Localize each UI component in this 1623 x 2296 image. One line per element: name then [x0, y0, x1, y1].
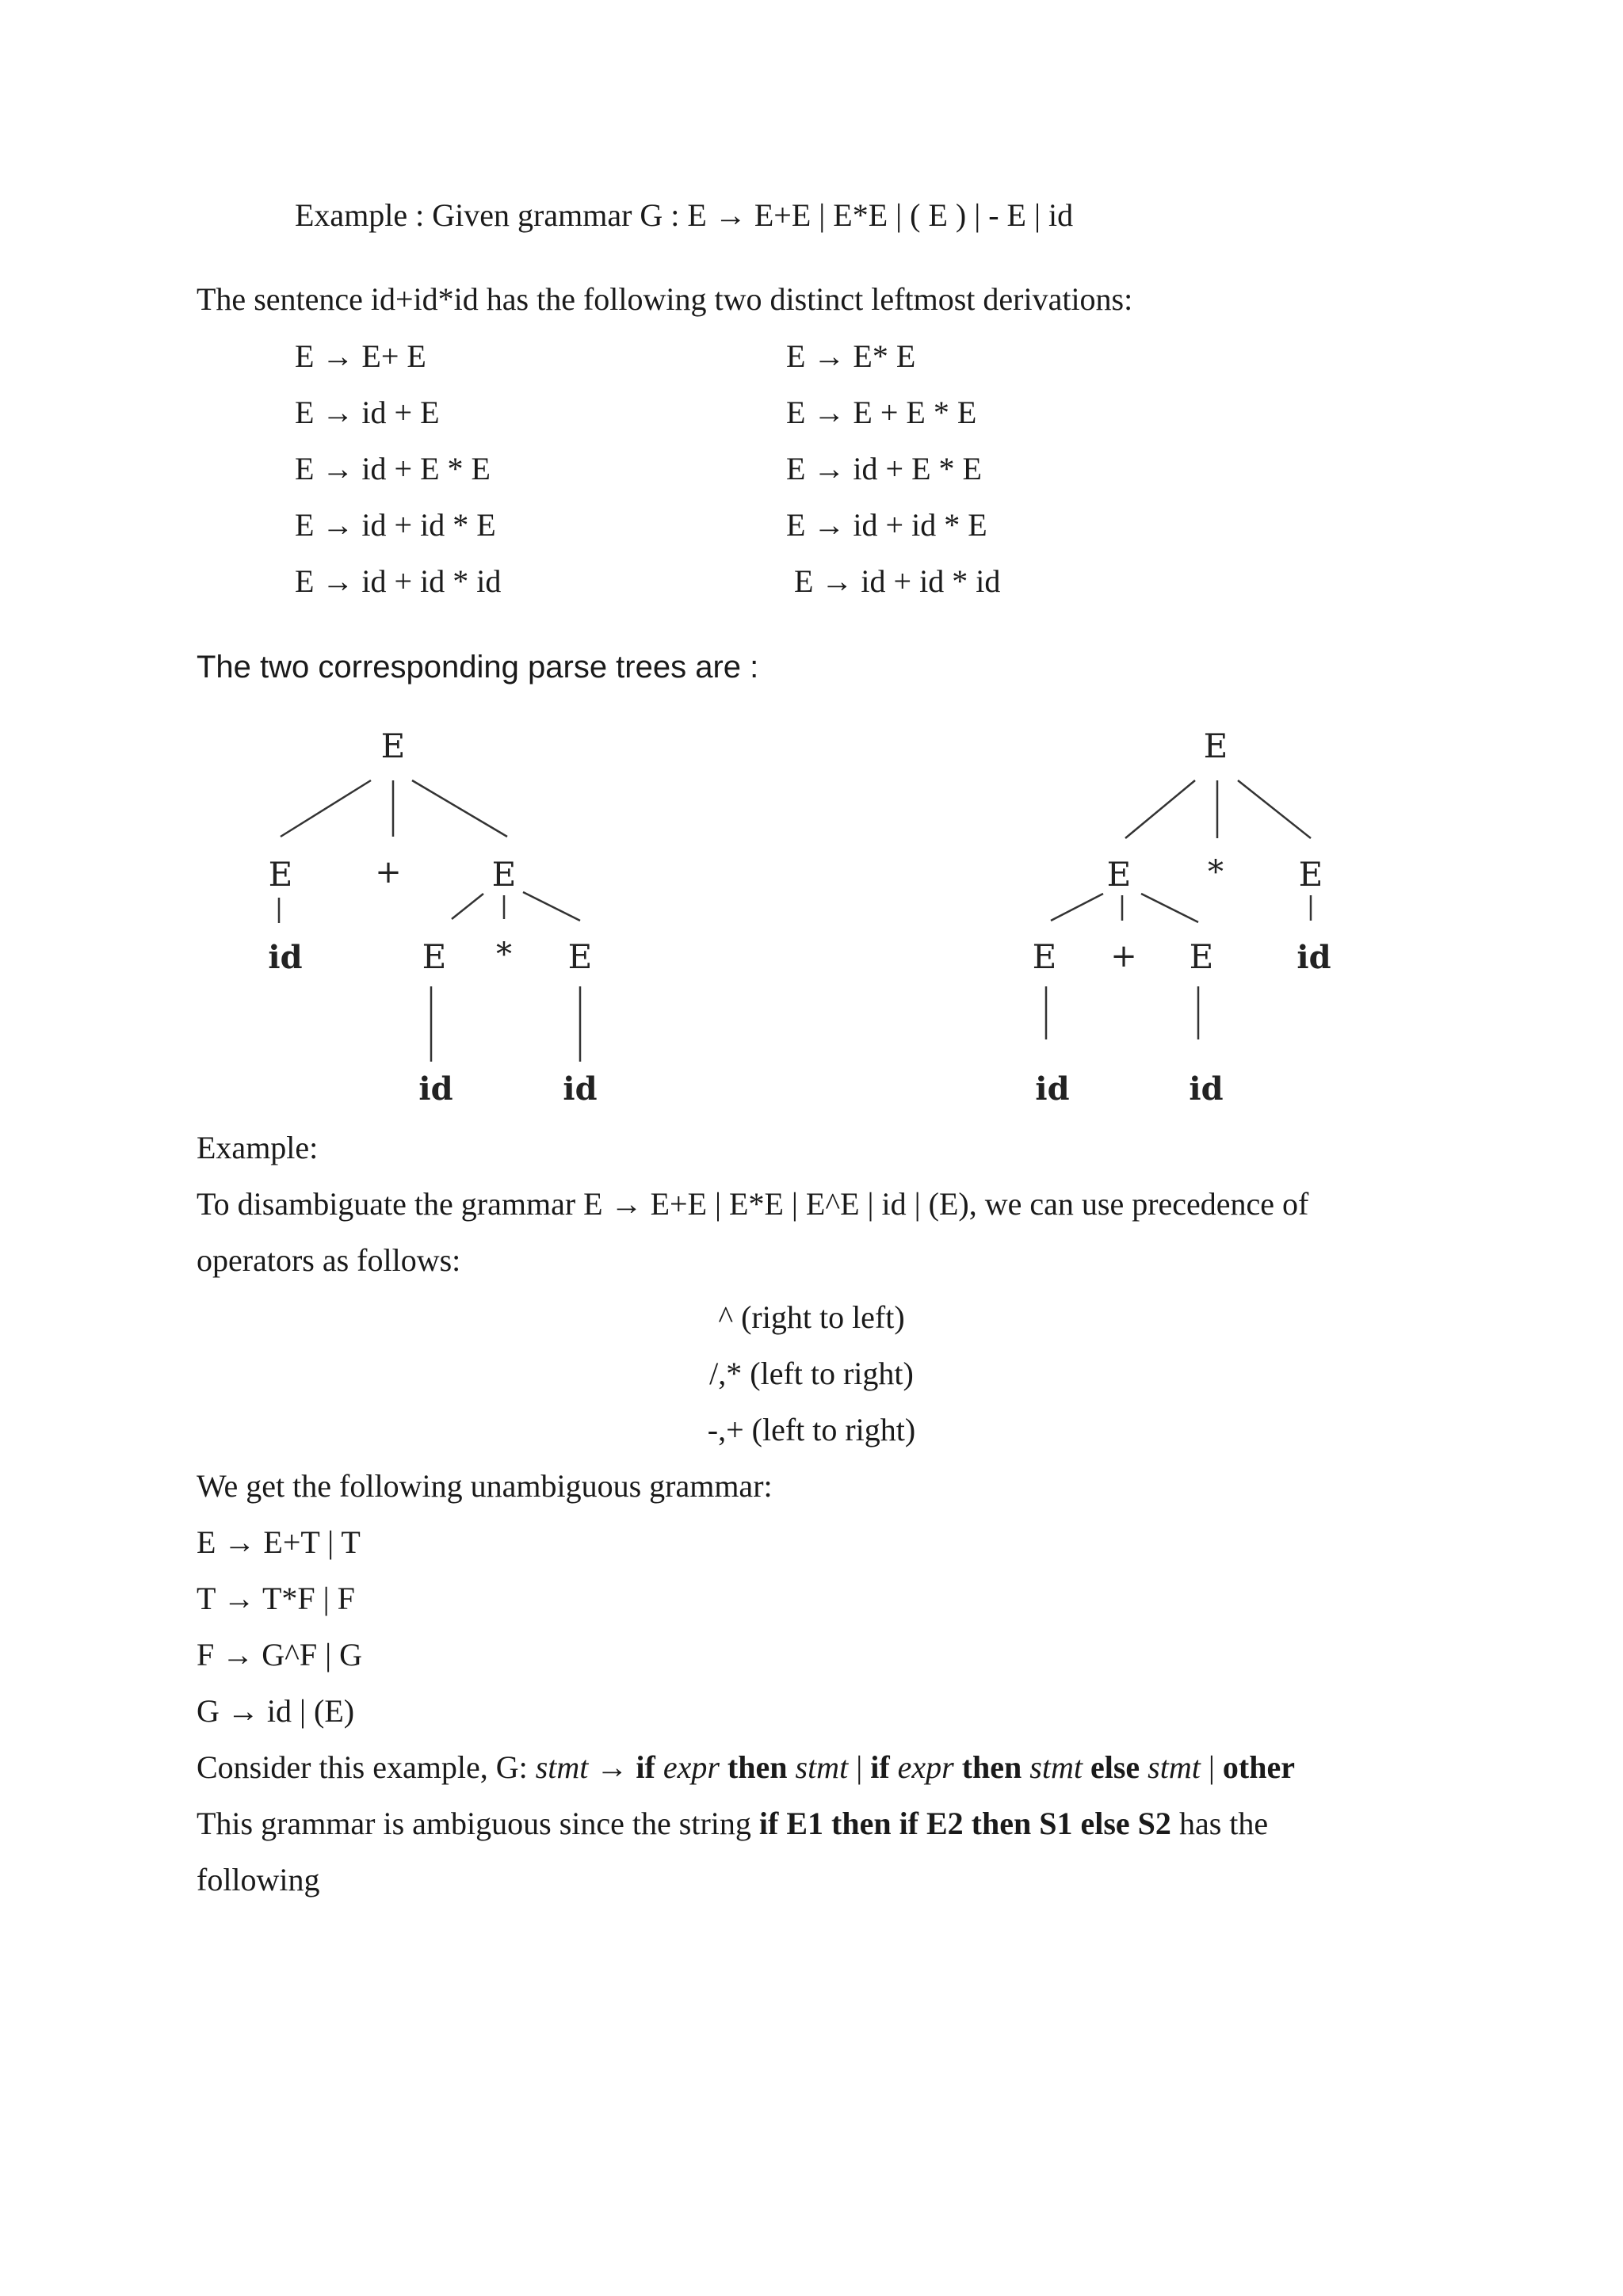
derivation-step: E → id + id * id [794, 563, 1001, 599]
sentence-intro: The sentence id+id*id has the following two distinct leftmost derivations: [197, 281, 1133, 317]
tree-node: E [268, 855, 293, 894]
keyword-else: else [1090, 1749, 1140, 1785]
grammar-rule: G → id | (E) [197, 1693, 355, 1729]
example-grammar: Example : Given grammar G : E → E+E | E*E | ( E ) | - E | id [295, 197, 1074, 233]
nonterminal-stmt: stmt [787, 1749, 857, 1785]
derivation-step: E → id + id * E [295, 507, 496, 543]
tree-node: E [422, 937, 447, 976]
consider-example-line [197, 1749, 1295, 1785]
example2-label: Example: [197, 1130, 319, 1165]
tree-edge [281, 780, 371, 837]
ambiguous-line [197, 1808, 1268, 1840]
parse-tree-2 [1046, 780, 1311, 1039]
tree-leaf: id [1035, 1070, 1070, 1108]
tree-node: E [1032, 937, 1057, 976]
following-text: following [197, 1862, 320, 1897]
tree-edge [412, 780, 507, 837]
precedence-item: -,+ (left to right) [707, 1412, 916, 1447]
disambiguate-line1: To disambiguate the grammar E → E+E | E*E | E^E | id | (E), we can use precedence of [197, 1186, 1309, 1222]
tree-edge [1051, 894, 1103, 921]
parse-tree-1 [279, 780, 580, 1062]
precedence-item: /,* (left to right) [709, 1356, 914, 1391]
ambiguous-suffix: has the [1170, 1806, 1269, 1841]
tree-node: E [1106, 855, 1132, 894]
consider-prefix: Consider this example, G: [197, 1749, 536, 1785]
nonterminal-expr: expr [655, 1749, 727, 1785]
nonterminal-expr: expr [889, 1749, 962, 1785]
parse-trees-heading: The two corresponding parse trees are : [197, 650, 759, 685]
keyword-other: other [1214, 1749, 1295, 1785]
tree-edge [523, 892, 580, 921]
tree-operator: + [1110, 938, 1137, 974]
tree-edge [1125, 780, 1195, 838]
derivation-step: E → id + id * id [295, 563, 502, 599]
tree-leaf: id [1296, 939, 1331, 976]
grammar-rule: E → E+T | T [197, 1524, 361, 1560]
alternative-bar: | [856, 1749, 863, 1785]
tree-node: E [567, 937, 593, 976]
tree-node: E [1298, 855, 1323, 894]
arrow: → [588, 1749, 636, 1785]
derivation-step: E → E+ E [295, 338, 426, 374]
nonterminal-stmt: stmt [535, 1749, 589, 1785]
tree-node: E [491, 855, 517, 894]
unambiguous-intro: We get the following unambiguous grammar: [197, 1468, 773, 1504]
tree-leaf: id [268, 939, 303, 976]
nonterminal-stmt: stmt [1022, 1749, 1090, 1785]
nonterminal-stmt: stmt [1140, 1749, 1209, 1785]
tree-operator: * [496, 936, 512, 973]
tree-node: E [380, 727, 406, 765]
alternative-bar: | [1208, 1749, 1215, 1785]
keyword-then: then [727, 1749, 788, 1785]
ambiguous-prefix: This grammar is ambiguous since the string [197, 1806, 759, 1841]
tree-leaf: id [563, 1070, 598, 1108]
derivation-step: E → E* E [786, 338, 916, 374]
tree-operator: * [1208, 854, 1224, 891]
tree-leaf: id [418, 1070, 453, 1108]
precedence-item: ^ (right to left) [718, 1299, 905, 1335]
derivation-step: E → E + E * E [786, 395, 977, 430]
derivation-step: E → id + E * E [786, 451, 982, 486]
derivation-step: E → id + E [295, 395, 440, 430]
tree-node: E [1189, 937, 1214, 976]
grammar-rule: T → T*F | F [197, 1581, 355, 1616]
disambiguate-line2: operators as follows: [197, 1242, 461, 1278]
derivation-step: E → id + E * E [295, 451, 491, 486]
tree-edge [452, 894, 483, 919]
derivation-step: E → id + id * E [786, 507, 987, 543]
ambiguous-string: if E1 then if E2 then S1 else S2 [758, 1806, 1171, 1841]
keyword-then: then [961, 1749, 1022, 1785]
keyword-if: if [636, 1749, 655, 1785]
tree-edge [1238, 780, 1311, 838]
keyword-if: if [862, 1749, 890, 1785]
tree-leaf: id [1189, 1070, 1224, 1108]
tree-operator: + [375, 854, 402, 891]
tree-node: E [1203, 727, 1228, 765]
grammar-rule: F → G^F | G [197, 1637, 363, 1672]
tree-edge [1141, 894, 1198, 922]
